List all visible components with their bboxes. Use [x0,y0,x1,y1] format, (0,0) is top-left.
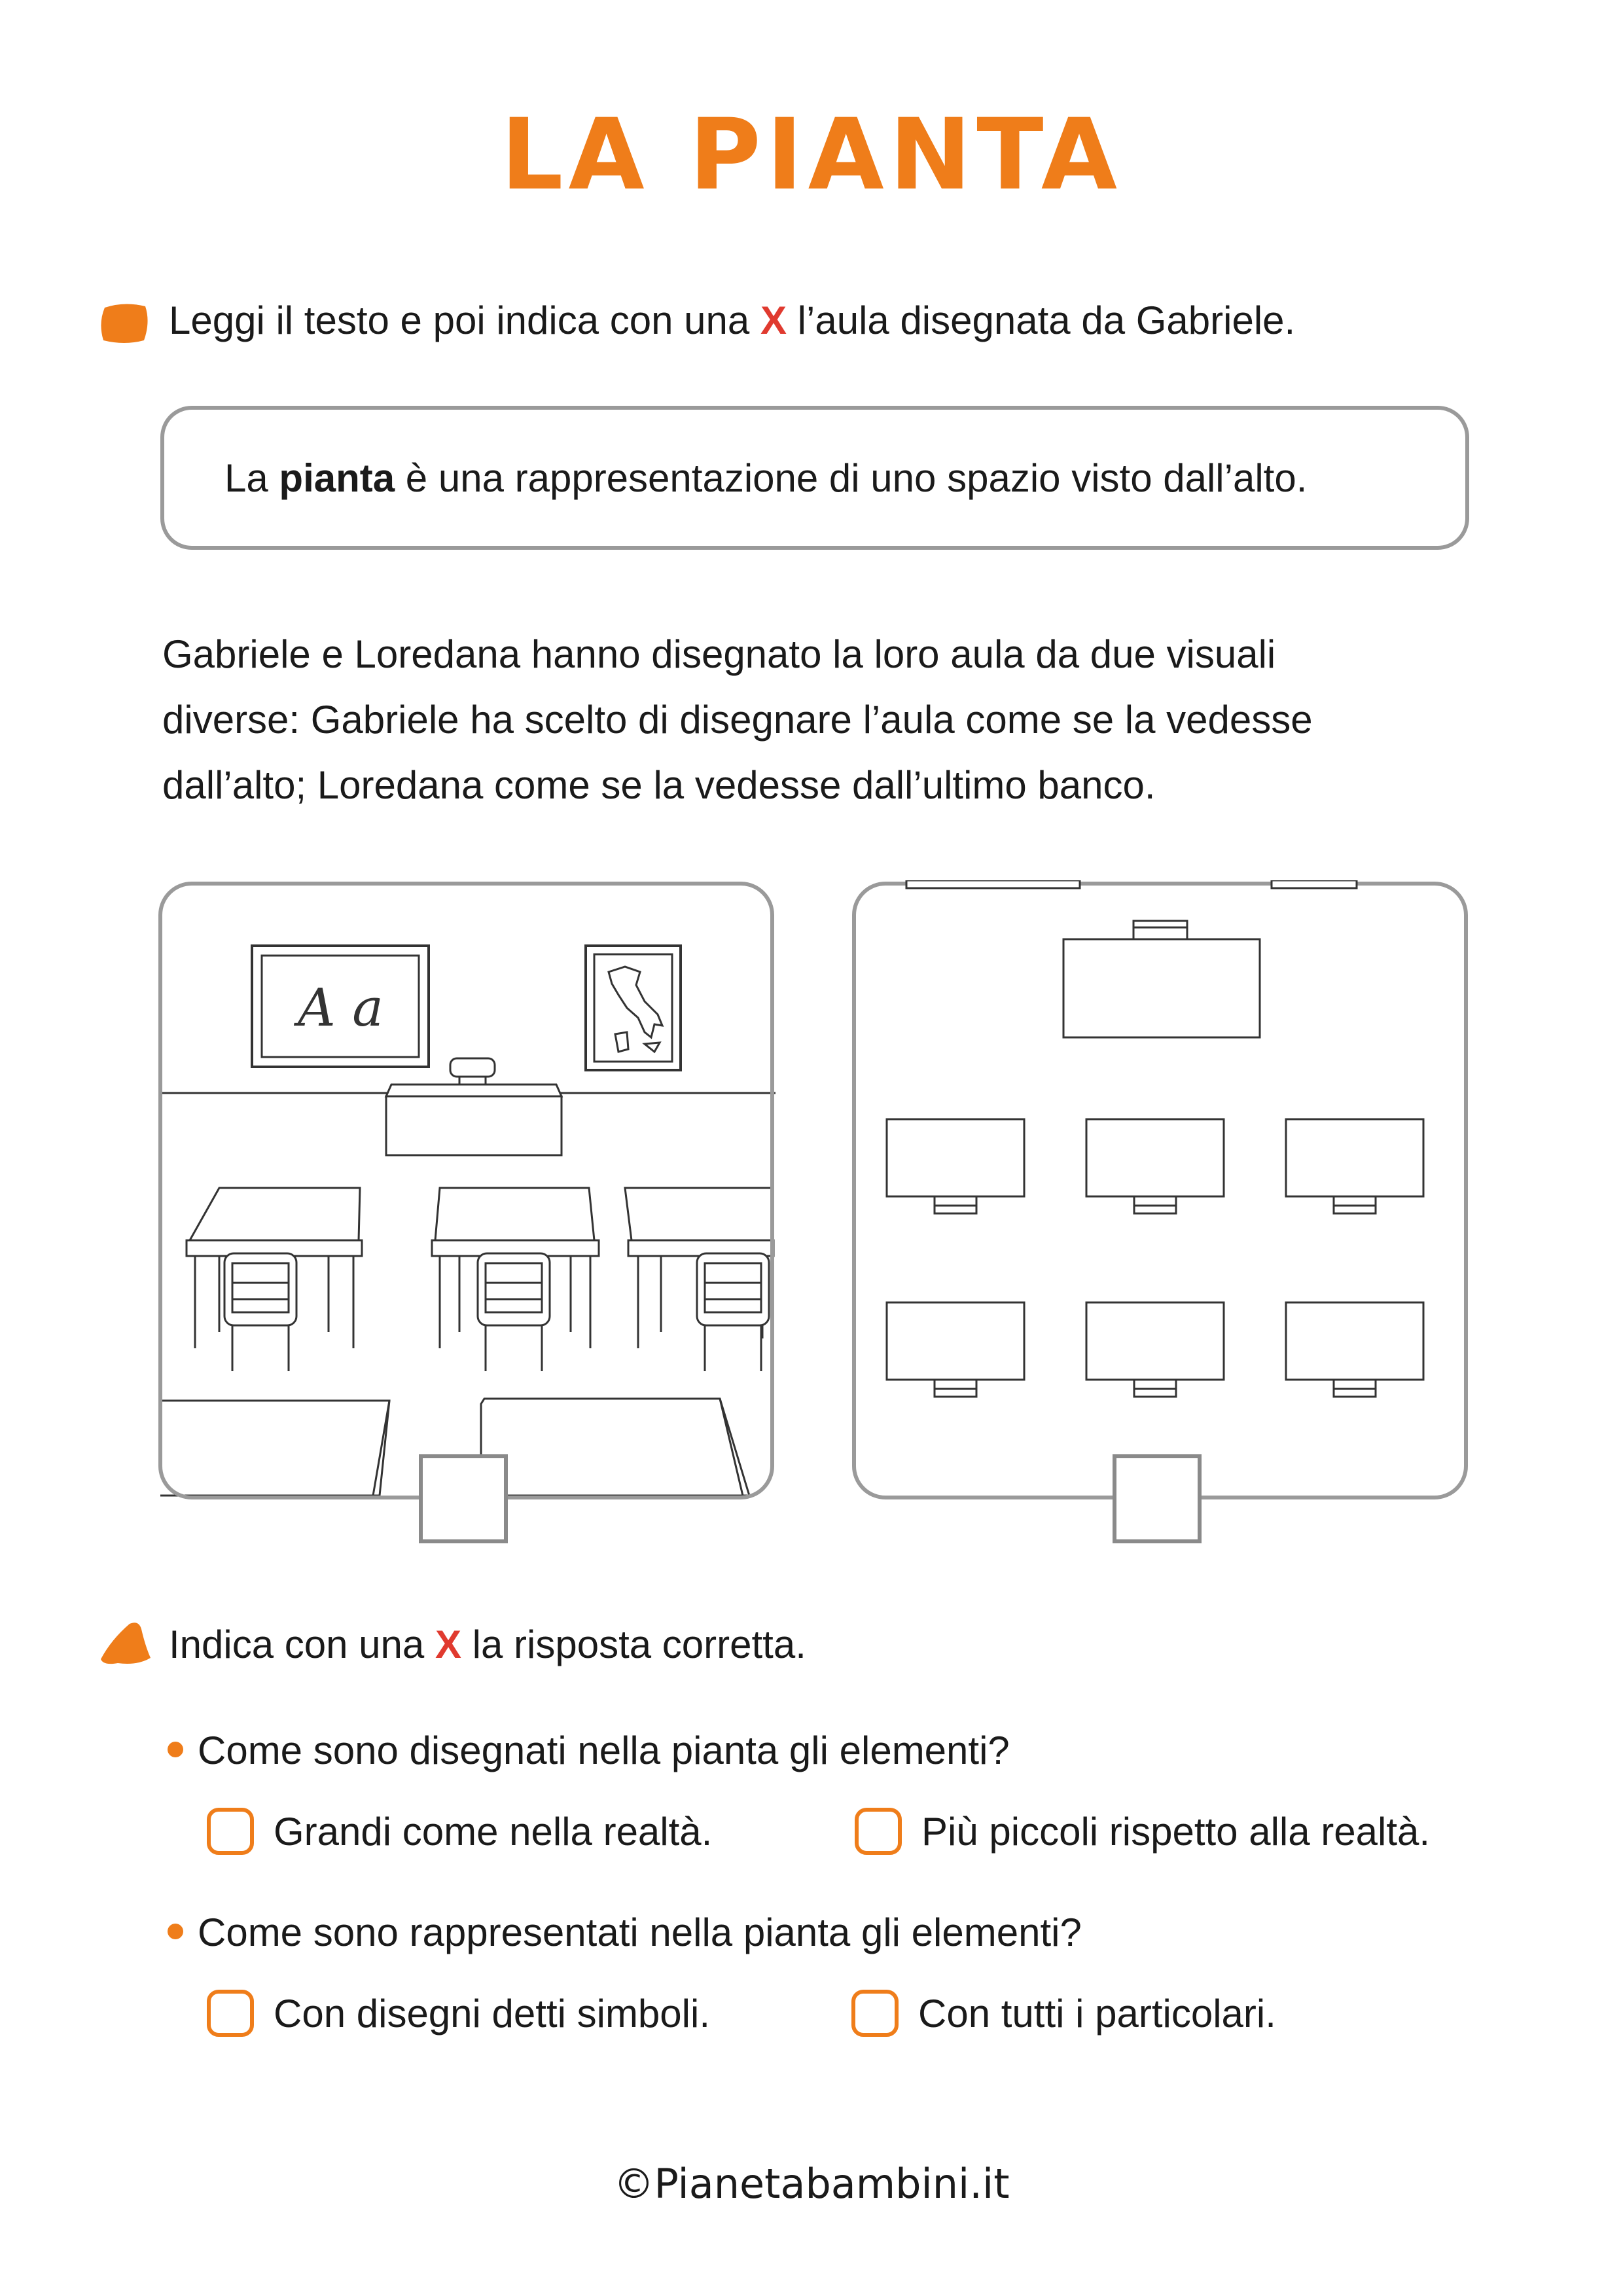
question-1 [168,1728,1010,1774]
italy-map-icon [586,946,681,1070]
answer-option[interactable] [855,1808,1430,1855]
bullet-dot-icon [168,1742,183,1757]
blackboard-letters: A a [298,977,383,1038]
definition-box [160,406,1469,550]
answer-option[interactable] [207,1808,712,1855]
student-desk-icon [625,1188,774,1371]
orange-triangle-bullet-icon [98,1620,152,1666]
instruction-text: Indica con una [169,1623,435,1666]
orange-blob-bullet-icon [98,302,151,344]
exercise-1-instruction [169,298,1295,344]
student-desk-icon [187,1188,362,1371]
teacher-chair-icon [450,1058,495,1085]
student-desk-icon [1086,1302,1224,1397]
story-line: dall’alto; Loredana come se la vedesse dall’ultimo banco. [162,763,1156,807]
story-line: diverse: Gabriele ha scelto di disegnare l’aula come se la vedesse [162,698,1313,742]
option-label: Con disegni detti simboli. [274,1991,711,2036]
teacher-desk-icon [1063,921,1260,1037]
copyright-footer: ©Pianetabambini.it [613,2160,1010,2208]
window-icon [906,880,1080,888]
question-text: Come sono rappresentati nella pianta gli elementi? [198,1910,1082,1954]
question-text: Come sono disegnati nella pianta gli elementi? [198,1729,1010,1772]
page-title: LA PIANTA [500,98,1123,212]
exercise-2-instruction [169,1622,806,1668]
viewer-position-marker [1115,1456,1200,1541]
x-mark: X [760,298,787,342]
classroom-plan-drawing[interactable] [851,880,1472,1548]
story-line: Gabriele e Loredana hanno disegnato la loro aula da due visuali [162,632,1276,676]
option-label: Con tutti i particolari. [918,1991,1276,2036]
instruction-text: l’aula disegnata da Gabriele. [787,298,1296,342]
instruction-text: Leggi il testo e poi indica con una [169,298,760,342]
answer-checkbox[interactable] [207,1808,254,1855]
student-desk-icon [887,1302,1024,1397]
viewer-position-marker [421,1456,506,1541]
student-desk-icon [1286,1119,1423,1213]
classroom-perspective-drawing[interactable] [157,880,779,1548]
student-desk-icon [887,1119,1024,1213]
student-desk-icon [1086,1119,1224,1213]
definition-keyword: pianta [279,456,395,500]
answer-checkbox[interactable] [855,1808,902,1855]
instruction-text: la risposta corretta. [461,1623,806,1666]
x-mark: X [435,1623,461,1666]
student-desk-icon [1286,1302,1423,1397]
blackboard-icon [252,946,429,1067]
answer-checkbox[interactable] [851,1990,899,2037]
window-icon [1272,880,1357,888]
bullet-dot-icon [168,1924,183,1939]
option-label: Più piccoli rispetto alla realtà. [921,1809,1431,1854]
definition-text: La [224,456,279,500]
answer-option[interactable] [851,1990,1276,2037]
story-paragraph [162,622,1471,818]
answer-checkbox[interactable] [207,1990,254,2037]
teacher-desk-icon [386,1085,562,1155]
student-desk-icon [432,1188,599,1371]
answer-option[interactable] [207,1990,710,2037]
question-2 [168,1910,1082,1956]
option-label: Grandi come nella realtà. [274,1809,713,1854]
definition-text: è una rappresentazione di uno spazio visto dall’alto. [395,456,1308,500]
